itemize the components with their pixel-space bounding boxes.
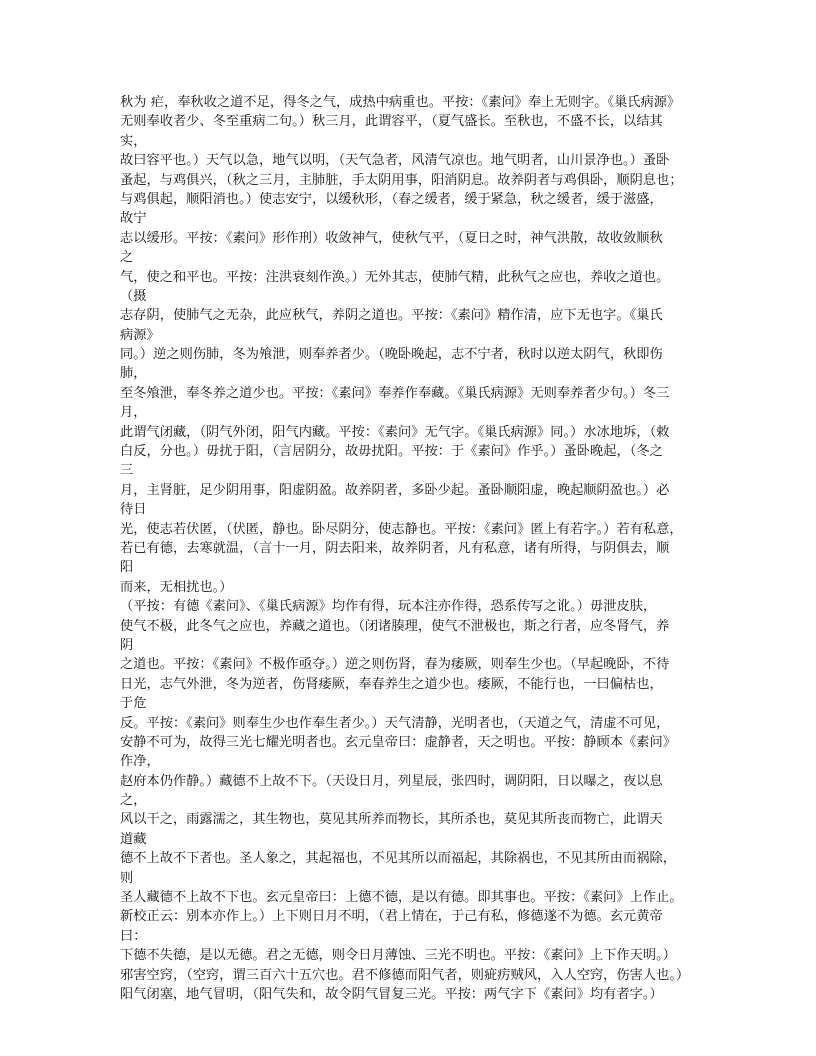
text-line: 之， bbox=[120, 793, 147, 809]
text-line: 白反，分也。）毋扰于阳，（言居阴分，故毋扰阳。平按：于《素问》作乎。）蚤卧晚起，（冬之 bbox=[120, 444, 663, 460]
text-line: 阳 bbox=[120, 560, 134, 576]
text-line: 故曰容平也。）天气以急，地气以明，（天气急者，风清气凉也。地气明者，山川景净也。）蚤卧 bbox=[120, 153, 670, 169]
text-line: 使气不极，此冬气之应也，养藏之道也。（闭诸腠理，使气不泄极也，斯之行者，应冬肾气，养 bbox=[120, 618, 670, 634]
text-line: 光，使志若伏匿，（伏匿，静也。卧尽阴分，使志静也。平按：《素问》匿上有若字。）若有私意， bbox=[120, 521, 683, 537]
text-line: 曰： bbox=[120, 928, 147, 944]
text-line: 此谓气闭藏，（阴气外闭，阳气内藏。平按：《素问》无气字。《巢氏病源》同。）水冰地坼，（敕 bbox=[120, 424, 670, 440]
text-line: 故宁 bbox=[120, 211, 147, 227]
text-line: 安静不可为，故得三光七耀光明者也。玄元皇帝曰：虚静者，天之明也。平按：静顾本《素问》 bbox=[120, 734, 676, 750]
text-line: 病源》 bbox=[120, 327, 160, 343]
text-line: 蚤起，与鸡俱兴，（秋之三月，主肺脏，手太阴用事，阳消阴息。故养阴者与鸡俱卧，顺阴息也； bbox=[120, 172, 683, 188]
text-line: 于危 bbox=[120, 696, 147, 712]
text-line: 德不上故不下者也。圣人象之，其起福也，不见其所以而福起，其除祸也，不见其所由而祸除， bbox=[120, 851, 676, 867]
text-line: 无则奉收者少、冬至重病二句。）秋三月，此谓容平，（夏气盛长。至秋也，不盛不长，以结其 bbox=[120, 114, 663, 130]
text-line: 阴 bbox=[120, 637, 134, 653]
text-line: 作净， bbox=[120, 754, 160, 770]
text-line: 与鸡俱起，顺阳消也。）使志安宁，以缓秋形，（春之缓者，缓于紧急，秋之缓者，缓于滋盛， bbox=[120, 191, 663, 207]
text-line: 道藏 bbox=[120, 831, 147, 847]
text-line: 阳气闭塞，地气冒明，（阳气失和，故令阴气冒复三光。平按：两气字下《素问》均有者字。） bbox=[120, 986, 663, 1002]
text-line: 而来，无相扰也。） bbox=[120, 579, 233, 595]
text-line: 圣人藏德不上故不下也。玄元皇帝曰：上德不德，是以有德。即其事也。平按：《素问》上作止。 bbox=[120, 890, 683, 906]
text-line: 风以干之，雨露濡之，其生物也，莫见其所养而物长，其所杀也，莫见其所丧而物亡，此谓天 bbox=[120, 812, 663, 828]
text-line: 反。平按：《素问》则奉生少也作奉生者少。）天气清静，光明者也，（天道之气，清虚不可见， bbox=[120, 715, 670, 731]
text-line: （平按：有德《素问》、《巢氏病源》均作有得，玩本注亦作得，恐系传写之讹。）毋泄皮肤， bbox=[120, 599, 657, 615]
text-line: 邪害空窍，（空窍，谓三百六十五穴也。君不修德而阳气者，则疵疠贼风，入人空窍，伤害人也。） bbox=[120, 967, 690, 983]
text-line: 月， bbox=[120, 405, 147, 421]
text-line: 同。）逆之则伤肺，冬为飧泄，则奉养者少。（晚卧晚起，志不宁者，秋时以逆太阴气，秋即伤 bbox=[120, 347, 663, 363]
text-line: 秋为 疟，奉秋收之道不足，得冬之气，成热中病重也。平按：《素问》奉上无则字。《巢氏病源》 bbox=[120, 95, 681, 110]
text-line: 月，主肾脏，足少阴用事，阳虚阴盈。故养阴者，多卧少起。蚤卧顺阳虚，晚起顺阴盈也。）必 bbox=[120, 482, 670, 498]
text-line: 则 bbox=[120, 870, 134, 886]
text-line: 志以缓形。平按：《素问》形作刑）收敛神气，使秋气平，（夏日之时，神气洪散，故收敛顺秋 bbox=[120, 230, 663, 246]
text-line: 三 bbox=[120, 463, 134, 479]
text-line: 志存阴，使肺气之无杂，此应秋气，养阴之道也。平按：《素问》精作清，应下无也字。《巢氏 bbox=[120, 308, 663, 324]
text-line: 日光，志气外泄，冬为逆者，伤肾痿厥，奉春养生之道少也。痿厥，不能行也，一曰偏枯也， bbox=[120, 676, 663, 692]
text-line: 至冬飧泄，奉冬养之道少也。平按：《素问》奉养作奉藏。《巢氏病源》无则奉养者少句。）冬三 bbox=[120, 385, 670, 401]
text-line: 下德不失德，是以无德。君之无德，则令日月薄蚀、三光不明也。平按：《素问》上下作天明。） bbox=[120, 948, 677, 964]
text-line: 气，使之和平也。平按：注洪衰刻作涣。）无外其志，使肺气精，此秋气之应也，养收之道也。 bbox=[120, 269, 670, 285]
document-page bbox=[120, 93, 700, 1004]
text-line: 之 bbox=[120, 250, 134, 266]
text-line: 赵府本仍作静。）藏德不上故不下。（天设日月，列星辰，张四时，调阴阳，日以曝之，夜以息 bbox=[120, 773, 663, 789]
text-line: 若已有德，去寒就温，（言十一月，阴去阳来，故养阴者，凡有私意，诸有所得，与阴俱去，顺 bbox=[120, 540, 670, 556]
text-line: 之道也。平按：《素问》不极作亟夺。）逆之则伤肾，春为痿厥，则奉生少也。（早起晚卧，不待 bbox=[120, 657, 670, 673]
text-line: 新校正云：别本亦作上。）上下则日月不明，（君上情在，于己有私，修德遂不为德。玄元黄帝 bbox=[120, 909, 663, 925]
text-line: （摄 bbox=[120, 288, 147, 304]
text-line: 肺， bbox=[120, 366, 147, 382]
text-line: 实， bbox=[120, 133, 147, 149]
text-line: 待日 bbox=[120, 502, 147, 518]
